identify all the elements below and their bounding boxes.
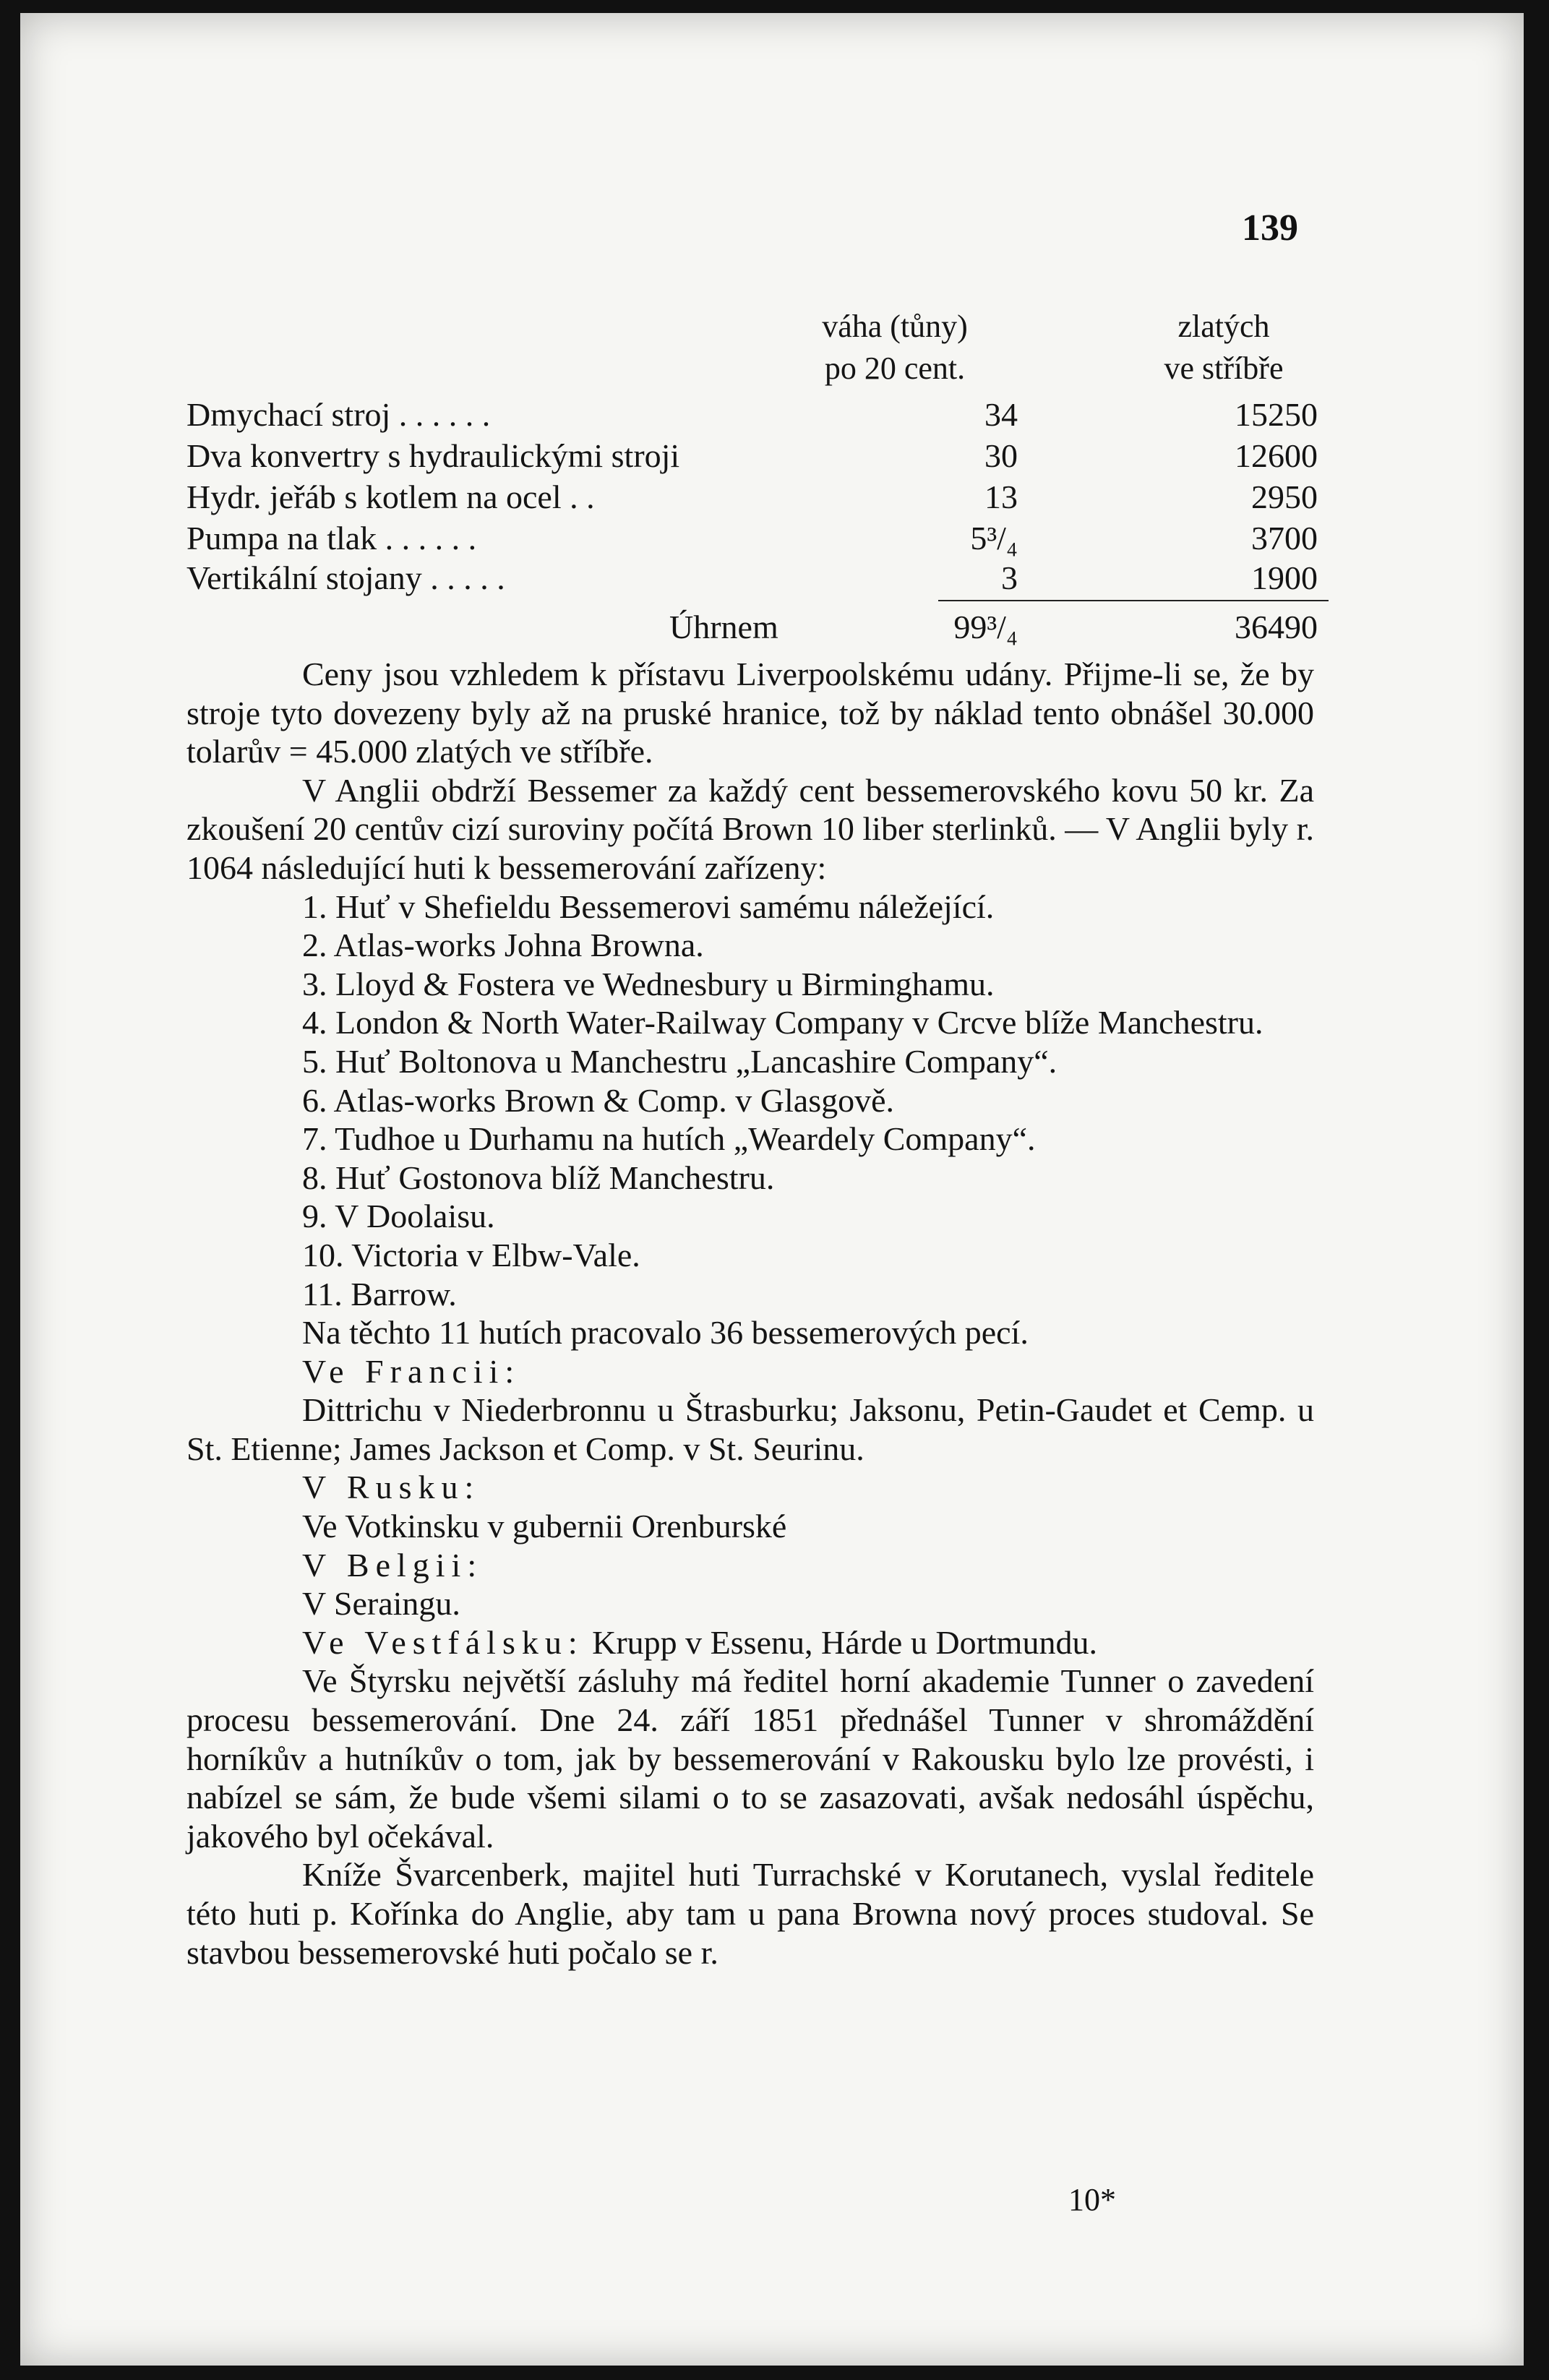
row-weight: 30 [984,437,1018,474]
row-value: 2950 [1251,478,1318,515]
paragraph-styria: Ve Štyrsku největší zásluhy má ředitel horní akademie Tunner o zavedení procesu bessemerování. Dne 24. září 1851 přednášel Tunner v shromáždění horníkův a hutníkův o tom, jak by bessemerování v Rakousku bylo lze provésti, i nabízel se sám, že bude všemi silami o to se zasazovati, avšak nedosáhl úspěchu, jakového byl očekával. [186,1662,1314,1855]
heading-france: Ve Francii: [302,1352,521,1390]
row-label: Dva konvertry s hydraulickými stroji [186,437,680,474]
row-label: Hydr. jeřáb s kotlem na ocel . . [186,478,595,515]
paragraph-prices: Ceny jsou vzhledem k přístavu Liverpoolskému udány. Přijme-li se, že by stroje tyto dovezeny byly až na pruské hranice, tož by náklad tento obnášel 30.000 tolarův = 45.000 zlatých ve stříbře. [186,656,1314,770]
paragraph-russia: Ve Votkinsku v gubernii Orenburské [302,1508,787,1545]
total-value: 36490 [1235,609,1318,645]
value-header-line1: zlatých [1177,309,1270,344]
row-weight: 34 [984,396,1018,433]
book-page [20,13,1524,2366]
row-value: 1900 [1251,559,1318,596]
list-item: 6. Atlas-works Brown & Comp. v Glasgově. [302,1081,895,1119]
value-column-header [1119,306,1329,390]
heading-russia: V Rusku: [302,1469,481,1506]
row-weight: 3 [1001,559,1018,596]
body-text [186,655,1314,1972]
list-item: 4. London & North Water-Railway Company v Crcve blíže Manchestru. [302,1004,1263,1041]
sum-rule [938,600,1329,601]
list-item: 11. Barrow. [302,1275,457,1313]
paragraph-schwarzenberg: Kníže Švarcenberk, majitel huti Turrachské v Korutanech, vyslal ředitele této huti p. Kořínka do Anglie, aby tam u pana Browna nový proces studoval. Se stavbou bessemerovské huti počalo se r. [186,1856,1314,1971]
table-row [186,557,1318,600]
list-item: 8. Huť Gostonova blíž Manchestru. [302,1159,775,1196]
weight-header-line2: po 20 cent. [824,351,966,386]
list-item: 9. V Doolaisu. [302,1198,495,1235]
paragraph-belgium: V Seraingu. [302,1585,460,1623]
total-row [186,606,1318,649]
row-label: Pumpa na tlak . . . . . . [186,520,477,557]
row-value: 3700 [1251,520,1318,557]
total-label: Úhrnem [669,609,778,645]
weight-header-line1: váha (tůny) [822,309,968,344]
list-item: 2. Atlas-works Johna Browna. [302,927,704,964]
row-weight: 5³/₄ [970,520,1018,557]
list-item: 10. Victoria v Elbw-Vale. [302,1236,640,1273]
weight-column-header [786,306,1003,390]
paragraph-furnaces: Na těchto 11 hutích pracovalo 36 bessemerových pecí. [302,1314,1029,1352]
paragraph-bessemer-england: V Anglii obdrží Bessemer za každý cent bessemerovského kovu 50 kr. Za zkoušení 20 centův cizí suroviny počítá Brown 10 liber sterlinků. — V Anglii byly r. 1064 následující huti k bessemerování zařízeny: [186,771,1314,886]
paragraph-westphalia [186,1623,1314,1662]
row-label: Dmychací stroj . . . . . . [186,396,491,433]
value-header-line2: ve stříbře [1164,351,1284,386]
table-row [186,434,1318,478]
paragraph-france: Dittrichu v Niederbronnu u Štrasburku; Jaksonu, Petin-Gaudet et Cemp. u St. Etienne; James Jackson et Comp. v St. Seurinu. [186,1391,1314,1467]
table-row [186,393,1318,437]
row-label: Vertikální stojany . . . . . [186,559,505,596]
row-value: 15250 [1235,396,1318,433]
heading-westphalia: Ve Vestfálsku: [302,1623,584,1661]
heading-belgium: V Belgii: [302,1546,484,1584]
signature-mark: 10* [1068,2182,1116,2217]
table-header [186,306,1314,392]
page-number: 139 [1242,207,1298,249]
row-value: 12600 [1235,437,1318,474]
list-item: 5. Huť Boltonova u Manchestru „Lancashire Company“. [302,1042,1057,1080]
table-row [186,517,1318,560]
westphalia-text: Krupp v Essenu, Hárde u Dortmundu. [592,1623,1097,1661]
total-weight: 99³/₄ [953,609,1018,645]
row-weight: 13 [984,478,1018,515]
list-item: 7. Tudhoe u Durhamu na hutích „Weardely Company“. [302,1120,1036,1158]
list-item: 1. Huť v Shefieldu Bessemerovi samému náležející. [302,888,995,925]
table-row [186,476,1318,519]
list-item: 3. Lloyd & Fostera ve Wednesbury u Birminghamu. [302,965,995,1002]
